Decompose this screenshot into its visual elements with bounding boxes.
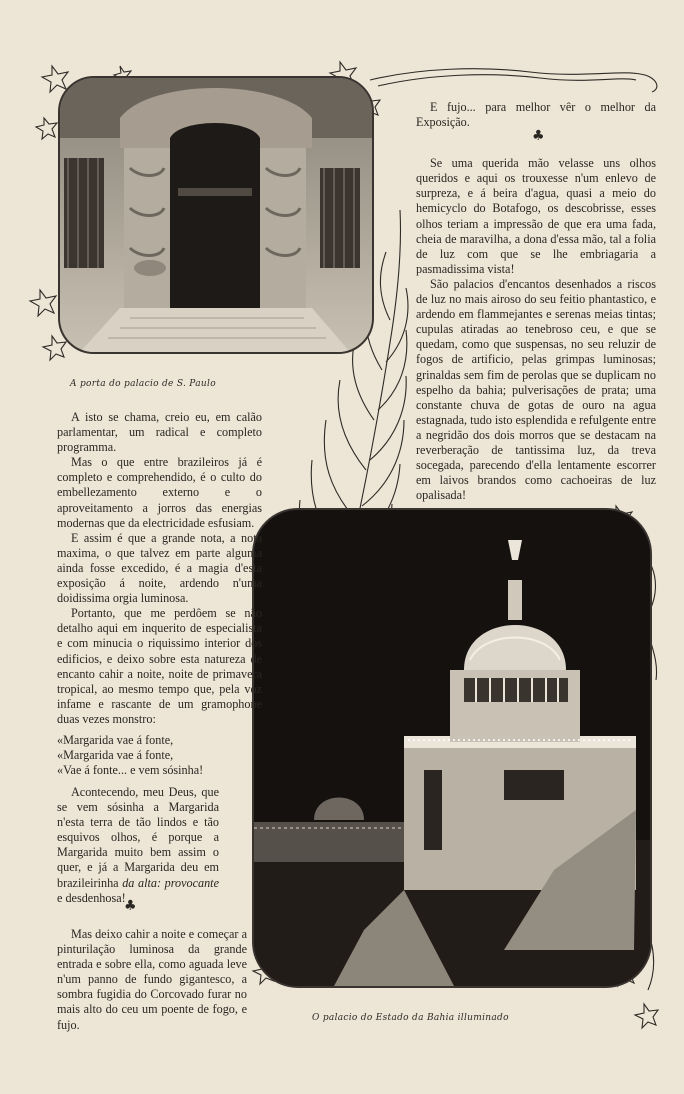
- paragraph: Acontecendo, meu Deus, que se vem sósinha a Margarida n'esta terra de tão lindos e tão esquivos olhos, é porque a Margarida muito bem assim o quer, e já a Margarida deu em brazileirinha da alta: provocante e desdenhosa!: [57, 785, 219, 905]
- star-ornament-icon: [30, 290, 56, 316]
- paragraph: Portanto, que me perdôem se não detalho aqui em inquerito de especialista e com minucia o riquissimo interior dos edificios, e deixo sobre esta natureza de encanto cahir a noite, noite de primavera tropical, ao mesmo tempo que, pela voz infame e rascante de um gramophone duas vezes monstro:: [57, 606, 262, 726]
- paragraph: Se uma querida mão velasse uns olhos queridos e aqui os trouxesse n'um enlevo de surpreza, e á beira d'agua, quasi a meio do hemicyclo do Botafogo, os descobrisse, esses olhos teriam a impressão de que era uma fada, cheia de maravilha, a dona d'essa mão, tal a folia de luz com que se lhe embriagaria a pasmadissima vista!: [416, 156, 656, 276]
- caption-top-photo: A porta do palacio de S. Paulo: [70, 379, 216, 389]
- left-column-text: [57, 410, 262, 727]
- caption-bottom-photo: O palacio do Estado da Bahia illuminado: [312, 1013, 509, 1023]
- star-ornament-icon: [43, 336, 66, 360]
- palace-night-illustration: [254, 510, 650, 986]
- paragraph: E fujo... para melhor vêr o melhor da Exposição.: [416, 100, 656, 130]
- star-ornament-icon: [42, 66, 68, 92]
- song-verse: [57, 733, 219, 778]
- star-ornament-icon: [635, 1004, 658, 1028]
- photo-palace-doorway: [58, 76, 374, 354]
- paragraph: São palacios d'encantos desenhados a riscos de luz no mais airoso do seu feitio phantastico, e ardendo em flammejantes e serenas meias tintas; cupulas atiradas ao tenebroso ceu, e que se quedam, como que suspensas, no seu reluzir de fogos de artificio, pelas grimpas luminosas; grinaldas sem fim de perolas que se duplicam no espelho da bahia; pulverisações de prata; uma constante chuva de gotas de ouro na agua estagnada, tudo isto esplendida e refulgente entre a negridão dos dois morros que se destacam na reverberação de tantissima luz, da treva socegada, parecendo d'ella lentamente escorrer em laivos brandos como cachoeiras de luz opalisada!: [416, 276, 656, 503]
- left-column-text-3: [57, 927, 247, 1033]
- right-column-text: [416, 100, 656, 503]
- paragraph: Mas o que entre brazileiros já é completo e comprehendido, é o culto do embellezamento externo e o aproveitamento a jorros das energias modernas que da electricidade esfusiam.: [57, 455, 262, 530]
- paragraph: Mas deixo cahir a noite e começar a pinturilação luminosa da grande entrada e sobre ella, como aguada leve n'um panno de fundo gigantesco, a sombra fugidia do Corcovado furar no mais alto do ceu um poente de fogo, e fujo.: [57, 927, 247, 1032]
- photo-bahia-palace-night: [252, 508, 652, 988]
- verse-line: «Margarida vae á fonte,: [57, 748, 174, 762]
- ribbon-ornament: [370, 69, 657, 92]
- paragraph: E assim é que a grande nota, a nota maxima, o que talvez em parte alguma ainda fosse excedido, é a magia d'esta exposição á noite, ardendo n'uma doidissima orgia luminosa.: [57, 530, 262, 606]
- left-column-text-2: [57, 785, 219, 906]
- verse-line: «Vae á fonte... e vem sósinha!: [57, 763, 204, 777]
- club-ornament-icon: ♣: [124, 898, 137, 914]
- star-ornament-icon: [36, 118, 57, 139]
- doorway-illustration: [60, 78, 372, 352]
- paragraph: A isto se chama, creio eu, em calão parlamentar, um radical e completo programma.: [57, 410, 262, 455]
- verse-line: «Margarida vae á fonte,: [57, 733, 174, 747]
- club-ornament-icon: ♣: [532, 128, 545, 144]
